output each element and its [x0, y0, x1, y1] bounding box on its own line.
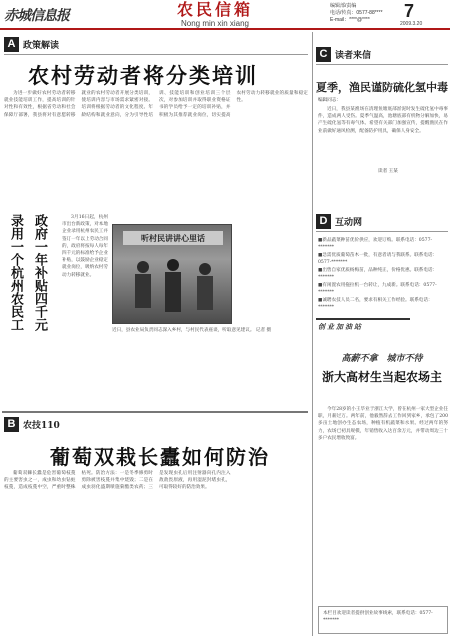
section-c-letter: C: [316, 47, 331, 62]
story-headline: 浙大高材生当起农场主: [321, 370, 442, 384]
vertical-headline-line: 政府一年补贴四千元: [32, 214, 47, 331]
section-b-name: 农技110: [23, 420, 60, 431]
photo-banner: 听村民讲讲心里话: [123, 231, 223, 245]
classified-list: [318, 237, 448, 312]
meta-line: 电话/传真：0577-88****: [330, 10, 383, 16]
masthead-meta: [330, 3, 390, 24]
letter-salutation: 编辑同志：: [318, 98, 341, 103]
section-b-headline: 葡萄双栽长蠹如何防治: [50, 445, 270, 469]
list-item: ■有闲置农用拖拉机一台转让，九成新。联系电话：0577-*******: [318, 283, 437, 295]
section-banner: [150, 1, 280, 28]
section-a-rule: [4, 54, 308, 55]
photo-caption: [112, 327, 300, 334]
section-b-header: [4, 416, 60, 432]
section-divider: [2, 411, 308, 413]
photo-figures: [113, 225, 232, 324]
section-c-header: [316, 46, 371, 62]
section-title: 农民信箱: [176, 0, 253, 19]
section-b-body: 葡萄双棘长蠹是危害葡萄枝蔓的主要害虫之一，成虫和幼虫钻蛀枝蔓，造成枝蔓中空，严重时整株枯死。防治方法：一是冬季修剪时剪除被害枝蔓并集中烧毁；二是在成虫羽化盛期喷施菊酯类农药；三是发现虫孔后用注射器向孔内注入敌敌畏原液，再用湿泥封堵虫孔，可取得较好的防治效果。: [4, 471, 231, 491]
column-divider: [312, 32, 313, 636]
list-item: ■出售自家优质杨梅苗，品种纯正，价格优惠。联系电话：*******: [318, 268, 438, 280]
section-a-headline: 农村劳动者将分类培训: [28, 63, 258, 88]
column-note: 本栏目欢迎读者提供创业故事线索，联系电话：0577-*******: [318, 606, 448, 634]
vertical-headline: [2, 214, 60, 332]
section-d-rule: [316, 231, 448, 232]
page-number: 7: [404, 1, 415, 21]
meta-line: 编辑部/责编: [330, 3, 357, 9]
letter-signature: 读者 王某: [378, 169, 398, 174]
letter-body: 近日，我县某渔场在清理鱼塘底部淤泥时发生硫化氢中毒事件，造成两人受伤。夏季气温高，池塘底部有机物分解加快，易产生硫化氢等有毒气体。希望有关部门加强宣传，提醒渔民在作业前做好通风检测，配备防护用具，确保人身安全。: [318, 107, 448, 134]
list-item: ■诚聘农技人员二名，要求有相关工作经验。联系电话：*******: [318, 298, 433, 310]
photo-credit: 记者 摄: [255, 328, 272, 333]
section-b-letter: B: [4, 417, 19, 432]
section-c-rule: [316, 64, 448, 65]
letter-title: 夏季，渔民谨防硫化氢中毒: [316, 81, 448, 94]
masthead: [0, 0, 450, 30]
meta-line: E-mail：****@****: [330, 17, 370, 23]
section-a-header: [4, 36, 59, 52]
issue-date: 2009.3.20: [400, 21, 423, 27]
photo-caption-text: 近日，县农业局负责同志深入乡村，与村民代表座谈，听取意见建议。: [112, 328, 255, 333]
section-d-header: [316, 213, 362, 229]
list-item: ■急需优质葡萄苗木一批，有意者请与我联系。联系电话：0577-*******: [318, 253, 438, 265]
newspaper-logo: 赤城信息报: [4, 8, 69, 24]
section-d-letter: D: [316, 214, 331, 229]
section-a-name: 政策解读: [23, 40, 60, 51]
section-a-body: 为进一步做好农村劳动者转移就业技能培训工作，提高培训的针对性和有效性，根据省劳动和社会保障厅部署，我县将对有意愿转移就业的农村劳动者开展分类培训，使培训内容与市场需求紧密对接。培训将根据劳动者的文化程度、年龄结构和就业意向，分为引导性培训、技能培训和创业培训三个层次，对参加培训并取得职业资格证书的学员给予一定的培训补贴，并积极为其推荐就业岗位，切实提高农村劳动力转移就业的质量和稳定性。: [4, 91, 308, 118]
section-a-letter: A: [4, 37, 19, 52]
section-c-name: 读者来信: [335, 50, 372, 61]
section-d-name: 互动网: [335, 217, 363, 228]
vertical-headline-line: 录用一个杭州农民工: [8, 214, 23, 331]
list-item: ■新品蔬菜种苗优价供应，欢迎订购。联系电话：0577-*******: [318, 238, 433, 250]
vertical-story-body: 3月16日起，杭州市出台新政策，对本地企业录用杭州农民工并签订一年以上劳动合同的，政府将按每人每年四千元的标准给予企业补贴，以鼓励企业稳定就业岗位，吸纳农村劳动力转移就业。: [62, 215, 108, 278]
column-brand: 创业加油站: [318, 322, 363, 331]
story-kicker: 高薪不拿 城市不待: [341, 354, 423, 364]
section-pinyin: Nong min xin xiang: [180, 19, 250, 28]
news-photo: [112, 224, 232, 324]
story-body: 今年28岁的小王毕业于浙江大学，曾在杭州一家大型企业任职，月薪过万。两年前，他毅然辞去工作回到家乡，承包了200多亩土地创办生态农场，种植有机蔬菜和水果。经过两年的努力，农场已初具规模，年销售收入达百余万元，并带动周边三十多户农民增收致富。: [318, 407, 448, 441]
